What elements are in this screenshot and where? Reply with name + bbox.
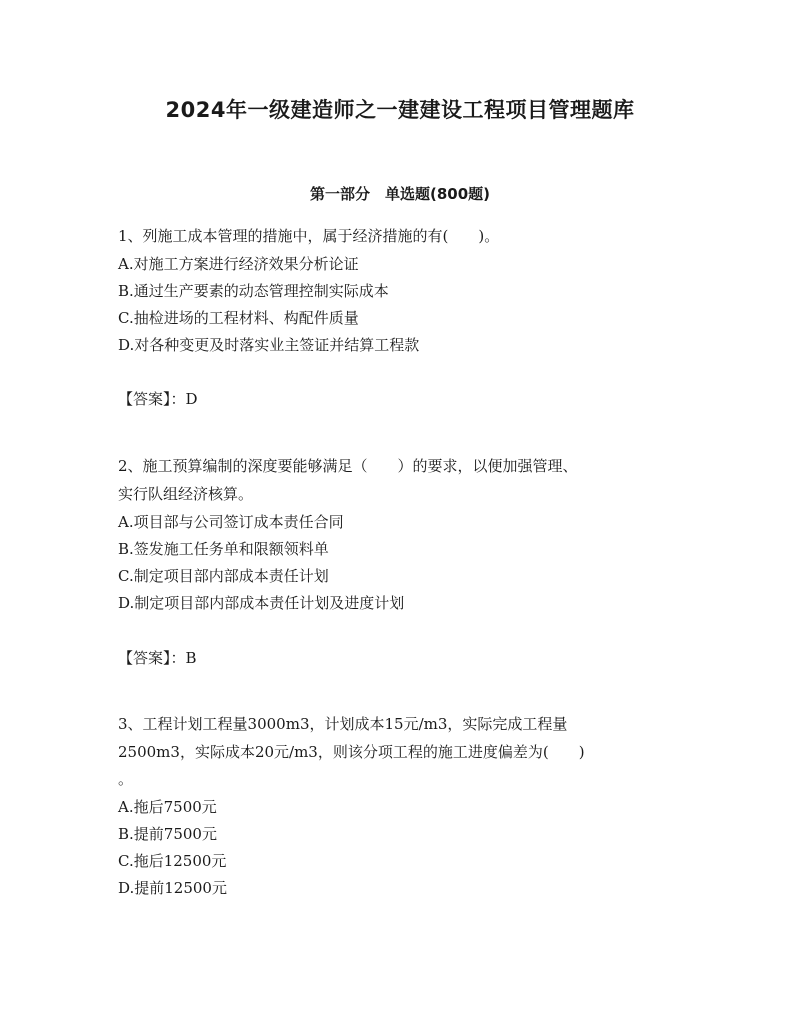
option-c: C.抽检进场的工程材料、构配件质量 xyxy=(118,309,359,327)
question-stem: 1、列施工成本管理的措施中，属于经济措施的有( )。 xyxy=(118,227,500,245)
option-d: D.对各种变更及时落实业主签证并结算工程款 xyxy=(118,336,420,354)
question-stem: 实行队组经济核算。 xyxy=(118,485,254,503)
answer-label: 【答案】： xyxy=(118,390,186,408)
option-a: A.项目部与公司签订成本责任合同 xyxy=(118,513,344,531)
answer-line xyxy=(118,648,197,668)
option-c: C.拖后12500元 xyxy=(118,852,227,870)
option-b: B.签发施工任务单和限额领料单 xyxy=(118,540,329,558)
answer-label: 【答案】： xyxy=(118,649,186,667)
option-d: D.制定项目部内部成本责任计划及进度计划 xyxy=(118,594,405,612)
option-b: B.通过生产要素的动态管理控制实际成本 xyxy=(118,282,389,300)
section-title: 第一部分 单选题(800题) xyxy=(309,185,491,203)
answer-value: B xyxy=(185,649,197,667)
option-c: C.制定项目部内部成本责任计划 xyxy=(118,567,329,585)
option-a: A.拖后7500元 xyxy=(118,798,217,816)
option-a: A.对施工方案进行经济效果分析论证 xyxy=(118,255,359,273)
answer-line xyxy=(118,389,198,409)
answer-value: D xyxy=(185,390,198,408)
question-stem: 2、施工预算编制的深度要能够满足（ ）的要求，以便加强管理、 xyxy=(118,457,578,475)
question-stem: 3、工程计划工程量3000m3，计划成本15元/m3，实际完成工程量 xyxy=(118,715,568,733)
question-stem: 。 xyxy=(118,770,134,788)
option-d: D.提前12500元 xyxy=(118,879,227,897)
option-b: B.提前7500元 xyxy=(118,825,217,843)
question-stem: 2500m3，实际成本20元/m3，则该分项工程的施工进度偏差为( ) xyxy=(118,743,585,761)
document-title: 2024年一级建造师之一建建设工程项目管理题库 xyxy=(165,98,635,122)
